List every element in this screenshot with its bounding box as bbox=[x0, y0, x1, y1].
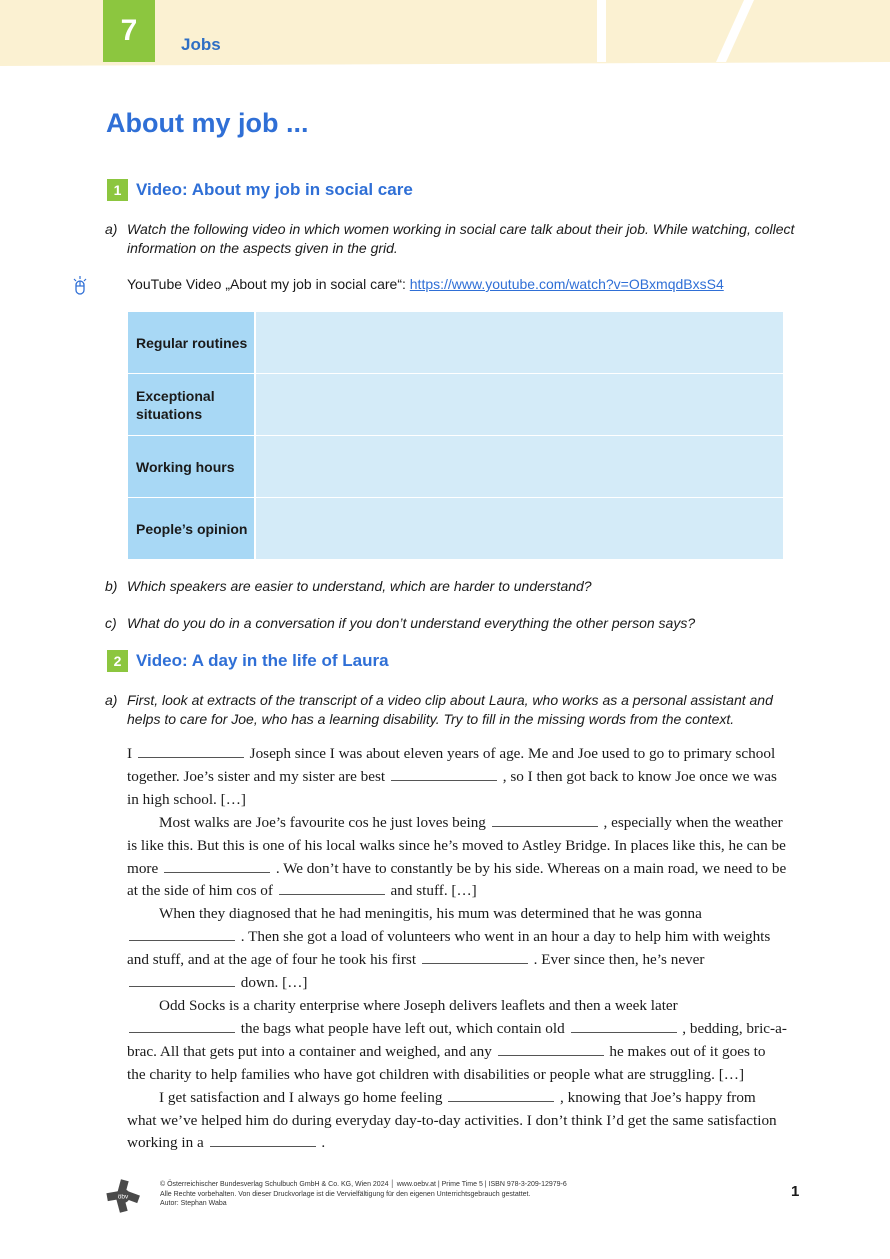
task-1a bbox=[105, 220, 795, 258]
transcript-text: . bbox=[321, 1134, 326, 1152]
transcript-paragraph bbox=[127, 1087, 787, 1156]
task-letter: a) bbox=[105, 221, 118, 237]
transcript-text: Odd Socks is a charity enterprise where Joseph delivers leaflets and then a week later bbox=[159, 996, 678, 1014]
grid-answer-cell[interactable] bbox=[256, 436, 783, 497]
blank-gap[interactable] bbox=[498, 1044, 604, 1056]
grid-label: People’s opinion bbox=[128, 498, 254, 559]
grid-answer-cell[interactable] bbox=[256, 498, 783, 559]
transcript-paragraph bbox=[127, 995, 787, 1087]
chapter-number: 7 bbox=[103, 0, 155, 62]
grid-row bbox=[128, 312, 783, 373]
blank-gap[interactable] bbox=[129, 1021, 235, 1033]
task-2a bbox=[105, 691, 795, 729]
video-reference bbox=[127, 276, 724, 292]
task-letter: b) bbox=[105, 578, 118, 594]
blank-gap[interactable] bbox=[422, 952, 528, 964]
transcript-text: . Ever since then, he’s never bbox=[533, 951, 705, 969]
grid-answer-cell[interactable] bbox=[256, 374, 783, 435]
transcript-paragraph bbox=[127, 903, 787, 995]
blank-gap[interactable] bbox=[492, 815, 598, 827]
task-text: Which speakers are easier to understand, which are harder to understand? bbox=[127, 578, 592, 594]
transcript-text: Most walks are Joe’s favourite cos he just loves being bbox=[159, 813, 486, 831]
task-letter: c) bbox=[105, 615, 117, 631]
section-1-heading bbox=[107, 179, 413, 201]
transcript-text: , bedding, bric-a-brac. All that gets put into a container and weighed, and any bbox=[127, 1019, 787, 1060]
transcript-paragraph bbox=[127, 743, 787, 812]
footer-line: © Österreichischer Bundesverlag Schulbuch GmbH & Co. KG, Wien 2024 │ www.oebv.at | Prime Time 5 | ISBN 978-3-209-12979-6 bbox=[160, 1181, 567, 1188]
section-title: Video: A day in the life of Laura bbox=[136, 651, 389, 670]
footer-copyright bbox=[160, 1180, 567, 1209]
task-letter: a) bbox=[105, 692, 118, 708]
grid-label: Regular routines bbox=[128, 312, 254, 373]
transcript-text: the bags what people have left out, which contain old bbox=[237, 1019, 565, 1037]
blank-gap[interactable] bbox=[164, 861, 270, 873]
grid-row bbox=[128, 374, 783, 435]
blank-gap[interactable] bbox=[391, 769, 497, 781]
transcript-text: . We don’t have to constantly be by his side. Whereas on a main road, we need to be at the side of him cos of bbox=[127, 859, 787, 900]
info-grid bbox=[128, 312, 783, 559]
task-1b bbox=[105, 577, 795, 596]
task-text: First, look at extracts of the transcript of a video clip about Laura, who works as a personal assistant and helps to care for Joe, who has a learning disability. Try to fill in the missing words from the context. bbox=[127, 692, 773, 727]
chapter-title: Jobs bbox=[181, 35, 221, 54]
transcript-text: I get satisfaction and I always go home feeling bbox=[159, 1088, 443, 1106]
grid-label: Exceptional situations bbox=[128, 374, 254, 435]
transcript-text: I bbox=[127, 745, 133, 762]
task-text: What do you do in a conversation if you don’t understand everything the other person says? bbox=[127, 615, 696, 631]
transcript-text: he makes out of it goes to the charity to help families who have got children with disabilities or people what are struggling. […] bbox=[127, 1042, 766, 1083]
transcript-text: . Then she got a load of volunteers who went in an hour a day to help him with weights and stuff, and at the age of four he took his first bbox=[127, 928, 771, 969]
section-2-heading bbox=[107, 650, 389, 672]
transcript-text: When they diagnosed that he had meningitis, his mum was determined that he was gonna bbox=[159, 905, 702, 923]
section-number: 1 bbox=[107, 179, 128, 201]
page-title: About my job ... bbox=[106, 108, 309, 138]
logo-text: öbv bbox=[117, 1193, 129, 1201]
mouse-icon bbox=[72, 276, 88, 296]
footer-line: Autor: Stephan Waba bbox=[160, 1200, 227, 1207]
transcript-text: Joseph since I was about eleven years of age. Me and Joe used to go to primary school together. Joe’s sister and my sister are best bbox=[127, 745, 776, 785]
grid-answer-cell[interactable] bbox=[256, 312, 783, 373]
transcript-text: , so I then got back to know Joe once we was in high school. […] bbox=[127, 767, 777, 808]
grid-label: Working hours bbox=[128, 436, 254, 497]
transcript-text: and stuff. […] bbox=[386, 882, 477, 900]
grid-row bbox=[128, 498, 783, 559]
transcript bbox=[127, 743, 787, 1155]
transcript-text: , especially when the weather is like this. But this is one of his local walks since he’s moved to Astley Bridge. In places like this, he can be more bbox=[127, 813, 786, 877]
transcript-paragraph bbox=[127, 812, 787, 904]
video-label: YouTube Video „About my job in social care“: bbox=[127, 276, 410, 292]
video-link[interactable]: https://www.youtube.com/watch?v=OBxmqdBxsS4 bbox=[409, 276, 724, 292]
blank-gap[interactable] bbox=[129, 975, 235, 987]
page-number: 1 bbox=[791, 1183, 800, 1200]
grid-row bbox=[128, 436, 783, 497]
blank-gap[interactable] bbox=[210, 1135, 316, 1147]
section-number: 2 bbox=[107, 650, 128, 672]
transcript-text: down. […] bbox=[237, 974, 308, 992]
section-title: Video: About my job in social care bbox=[136, 180, 413, 199]
blank-gap[interactable] bbox=[279, 883, 385, 895]
task-text: Watch the following video in which women working in social care talk about their job. While watching, collect information on the aspects given in the grid. bbox=[127, 221, 795, 256]
transcript-text: , knowing that Joe’s happy from what we’ve helped him do during everyday day-to-day activities. I don’t think I’d get the same satisfaction working in a bbox=[127, 1088, 777, 1152]
footer-line: Alle Rechte vorbehalten. Von dieser Druckvorlage ist die Vervielfältigung für den eigenen Unterrichtsgebrauch gestattet. bbox=[160, 1190, 531, 1198]
blank-gap[interactable] bbox=[448, 1090, 554, 1102]
oebv-logo bbox=[105, 1178, 141, 1214]
blank-gap[interactable] bbox=[129, 929, 235, 941]
blank-gap[interactable] bbox=[138, 746, 244, 758]
task-1c bbox=[105, 614, 795, 633]
blank-gap[interactable] bbox=[571, 1021, 677, 1033]
